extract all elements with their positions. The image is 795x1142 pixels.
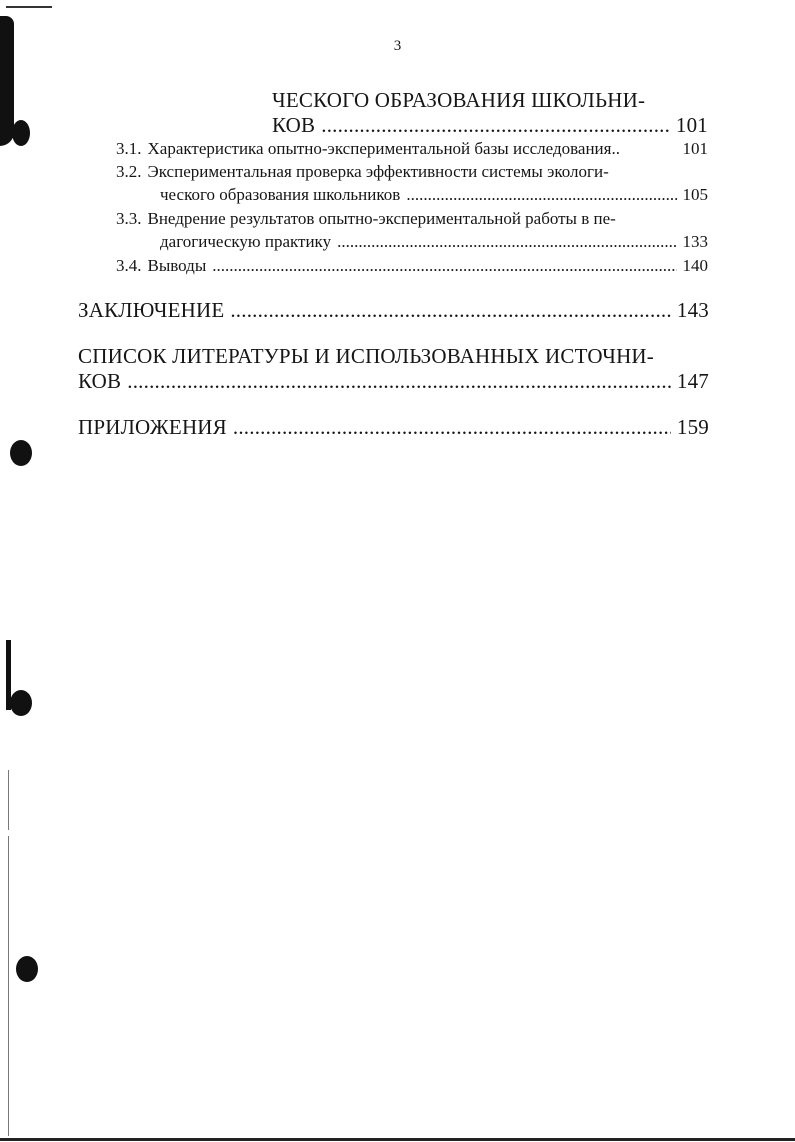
dot-leader <box>127 369 671 394</box>
section-title: ЗАКЛЮЧЕНИЕ <box>78 298 225 322</box>
page-number: 3 <box>393 38 402 54</box>
dot-leader <box>321 113 670 138</box>
page-ref: 133 <box>682 232 708 251</box>
page-ref: 143 <box>676 298 709 322</box>
page-ref: 105 <box>682 185 708 204</box>
references-title-line2: КОВ <box>78 369 122 393</box>
section-title: Выводы <box>147 256 207 275</box>
page-ref: 101 <box>682 139 708 158</box>
page-ref: 101 <box>675 113 708 137</box>
scan-edge-line <box>8 836 9 1136</box>
punch-hole <box>10 440 32 466</box>
section-title-line1: Внедрение результатов опытно-экспериментальной работы в пе- <box>147 209 616 228</box>
scan-edge-mark <box>6 6 52 8</box>
toc-entry-3-2-cont <box>160 185 708 205</box>
toc-entry-3-1 <box>116 139 708 159</box>
chapter-heading-line2: КОВ <box>272 113 316 137</box>
page-ref: 140 <box>682 256 708 275</box>
section-title: Характеристика опытно-экспериментальной базы исследования.. <box>147 139 620 158</box>
dot-leader <box>406 185 676 205</box>
toc-entry-3-3-cont <box>160 232 708 252</box>
section-title-line2: ческого образования школьников <box>160 185 401 204</box>
toc-entry-3-3 <box>116 209 708 229</box>
dot-leader <box>337 232 676 252</box>
binding-mark <box>10 690 32 716</box>
references-title-line1: СПИСОК ЛИТЕРАТУРЫ И ИСПОЛЬЗОВАННЫХ ИСТОЧНИ- <box>78 344 654 368</box>
page-ref: 147 <box>676 369 709 393</box>
section-title: ПРИЛОЖЕНИЯ <box>78 415 227 439</box>
section-title-line1: Экспериментальная проверка эффективности системы экологи- <box>147 162 609 181</box>
toc-entry-chapter-heading <box>272 113 708 138</box>
dot-leader <box>233 415 671 440</box>
page-ref: 159 <box>676 415 709 439</box>
dot-leader <box>230 298 671 323</box>
section-number: 3.2. <box>116 162 142 181</box>
toc-entry-references <box>78 369 709 394</box>
dot-leader <box>212 256 676 276</box>
chapter-heading-line1: ЧЕСКОГО ОБРАЗОВАНИЯ ШКОЛЬНИ- <box>272 88 646 112</box>
scan-edge-line <box>8 770 9 830</box>
binding-mark <box>12 120 30 146</box>
toc-entry-appendix <box>78 415 709 440</box>
toc-entry-conclusion <box>78 298 709 323</box>
section-number: 3.4. <box>116 256 142 275</box>
scan-bottom-edge <box>0 1138 795 1141</box>
section-number: 3.3. <box>116 209 142 228</box>
punch-hole <box>16 956 38 982</box>
toc-entry-3-4 <box>116 256 708 276</box>
toc-entry-3-2 <box>116 162 708 182</box>
section-title-line2: дагогическую практику <box>160 232 332 251</box>
section-number: 3.1. <box>116 139 142 158</box>
